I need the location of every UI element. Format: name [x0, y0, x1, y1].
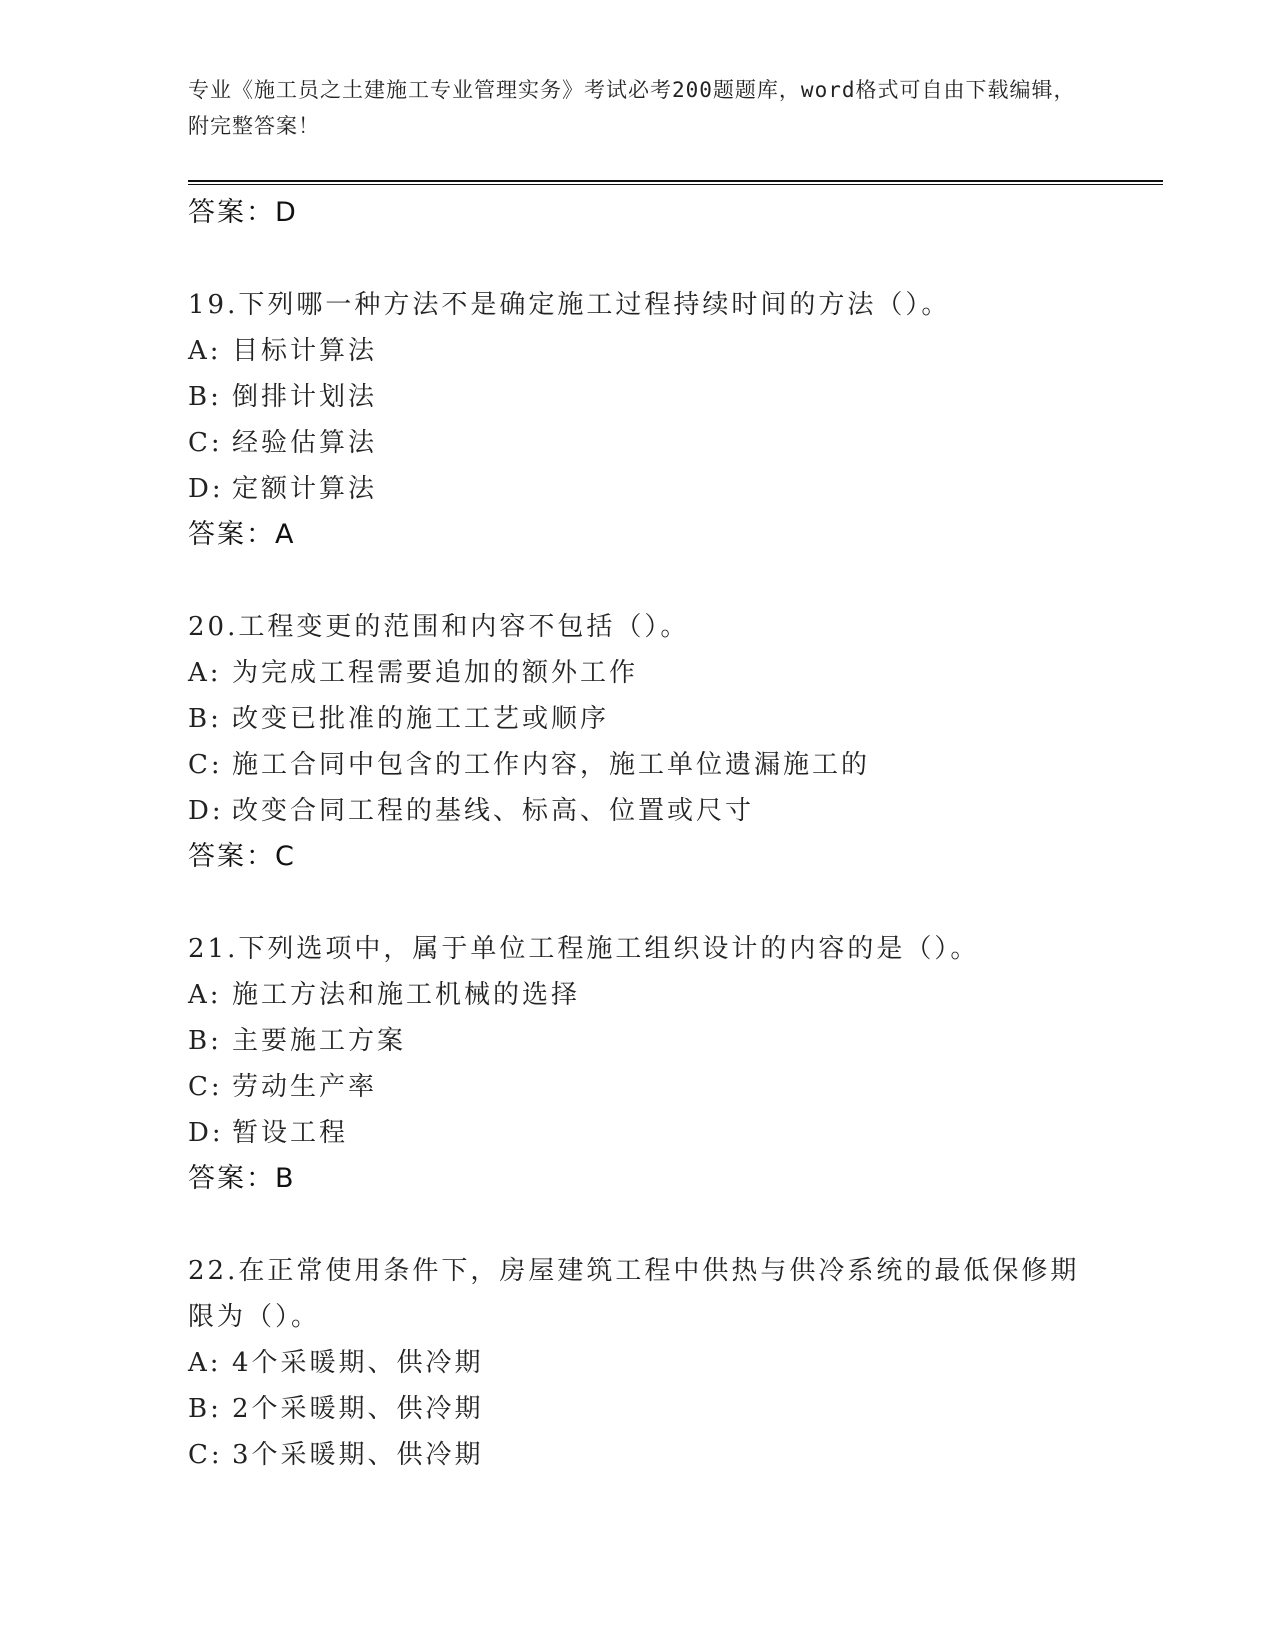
- question-stem: 22.在正常使用条件下，房屋建筑工程中供热与供冷系统的最低保修期限为（）。: [188, 1256, 1080, 1332]
- option-b: [188, 374, 1088, 420]
- option-c: [188, 420, 1088, 466]
- option-text: 2个采暖期、供冷期: [232, 1394, 484, 1424]
- option-letter: A:: [188, 980, 222, 1010]
- option-letter: B:: [188, 1394, 222, 1424]
- option-text: 主要施工方案: [232, 1026, 407, 1056]
- option-text: 目标计算法: [232, 336, 378, 366]
- option-letter: B:: [188, 704, 222, 734]
- option-text: 3个采暖期、供冷期: [232, 1440, 484, 1470]
- option-text: 4个采暖期、供冷期: [232, 1348, 484, 1378]
- question-19: [188, 282, 1088, 558]
- option-a: [188, 650, 1088, 696]
- question-list: [188, 190, 1088, 1478]
- option-a: [188, 1340, 1088, 1386]
- question-22: [188, 1248, 1088, 1478]
- option-c: [188, 1432, 1088, 1478]
- option-b: [188, 1386, 1088, 1432]
- option-c: [188, 1064, 1088, 1110]
- answer-20: 答案：C: [188, 841, 296, 872]
- option-c: [188, 742, 1088, 788]
- option-text: 施工方法和施工机械的选择: [232, 980, 581, 1010]
- question-20: [188, 604, 1088, 880]
- option-text: 暂设工程: [232, 1118, 349, 1148]
- option-a: [188, 328, 1088, 374]
- option-letter: A:: [188, 658, 222, 688]
- option-letter: C:: [188, 1072, 223, 1102]
- option-d: [188, 788, 1088, 834]
- option-letter: D:: [188, 1118, 224, 1148]
- option-letter: A:: [188, 336, 222, 366]
- option-d: [188, 466, 1088, 512]
- option-a: [188, 972, 1088, 1018]
- header-text: 专业《施工员之土建施工专业管理实务》考试必考200题题库，word格式可自由下载编辑，附完整答案！: [188, 78, 1076, 138]
- option-letter: C:: [188, 750, 223, 780]
- option-text: 劳动生产率: [232, 1072, 378, 1102]
- option-text: 为完成工程需要追加的额外工作: [232, 658, 639, 688]
- header-divider-thick: [188, 180, 1163, 182]
- question-21: [188, 926, 1088, 1202]
- option-b: [188, 1018, 1088, 1064]
- header-divider-thin: [188, 184, 1163, 185]
- option-letter: B:: [188, 382, 222, 412]
- document-header: [188, 72, 1088, 144]
- answer-18: 答案：D: [188, 197, 298, 228]
- option-text: 倒排计划法: [232, 382, 378, 412]
- option-text: 改变已批准的施工工艺或顺序: [232, 704, 610, 734]
- option-text: 改变合同工程的基线、标高、位置或尺寸: [232, 796, 755, 826]
- option-b: [188, 696, 1088, 742]
- option-letter: A:: [188, 1348, 222, 1378]
- option-letter: D:: [188, 796, 224, 826]
- option-letter: D:: [188, 474, 224, 504]
- question-stem: 21.下列选项中，属于单位工程施工组织设计的内容的是（）。: [188, 934, 980, 964]
- question-stem: 20.工程变更的范围和内容不包括（）。: [188, 612, 690, 642]
- option-text: 施工合同中包含的工作内容，施工单位遗漏施工的: [232, 750, 871, 780]
- option-d: [188, 1110, 1088, 1156]
- question-stem: 19.下列哪一种方法不是确定施工过程持续时间的方法（）。: [188, 290, 951, 320]
- option-letter: B:: [188, 1026, 222, 1056]
- option-text: 定额计算法: [232, 474, 378, 504]
- option-letter: C:: [188, 428, 223, 458]
- answer-21: 答案：B: [188, 1163, 296, 1194]
- option-text: 经验估算法: [232, 428, 378, 458]
- option-letter: C:: [188, 1440, 223, 1470]
- answer-19: 答案：A: [188, 519, 296, 550]
